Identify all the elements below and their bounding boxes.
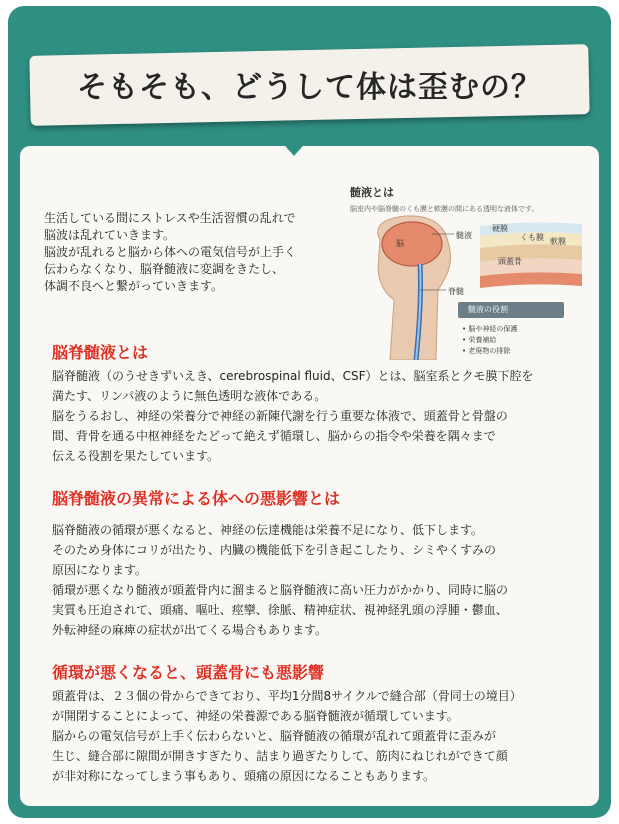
role-item: • 脳や神経の保護	[462, 325, 518, 333]
role-title: 髄液の役割	[468, 305, 508, 314]
body-line: が非対称になってしまう事もあり、頭痛の原因になることもあります。	[52, 769, 436, 783]
role-item-text: 老廃物の排除	[468, 347, 511, 355]
body-line: 脳脊髄液の循環が悪くなると、神経の伝達機能は栄養不足になり、低下します。	[52, 523, 484, 537]
speech-notch	[280, 140, 308, 156]
section-body-csf	[52, 366, 582, 466]
intro-line: 脳波が乱れると脳から体への電気信号が上手く	[44, 245, 297, 259]
brain-shape	[382, 222, 442, 266]
label-arachnoid: くも膜	[520, 233, 544, 242]
role-item-text: 栄養補給	[468, 336, 497, 344]
label-csf: 髄液	[456, 231, 472, 240]
body-line: 伝える役割を果たしています。	[52, 449, 220, 463]
body-line: そのため身体にコリが出たり、内臓の機能低下を引き起こしたり、シミやくすみの	[52, 543, 497, 557]
intro-line: 体調不良へと繋がっていきます。	[44, 279, 224, 293]
section-body-skull	[52, 686, 582, 786]
body-line: 生じ、縫合部に隙間が開きすぎたり、詰まり過ぎたりして、筋肉にねじれができて顔	[52, 749, 508, 763]
role-item: • 栄養補給	[462, 336, 497, 344]
body-line: 実質も圧迫されて、頭痛、嘔吐、痙攣、徐脈、精神症状、視神経乳頭の浮腫・鬱血、	[52, 603, 508, 617]
section-heading-csf: 脳脊髄液とは	[52, 343, 149, 362]
intro-line: 脳波は乱れていきます。	[44, 228, 176, 242]
section-body-effects	[52, 520, 582, 640]
label-brain: 脳	[396, 239, 404, 248]
label-pia: 軟膜	[550, 237, 566, 246]
intro-line: 伝わらなくなり、脳脊髄液に変調をきたし、	[44, 262, 285, 276]
label-skull: 頭蓋骨	[498, 257, 522, 266]
intro-text	[44, 210, 344, 295]
body-line: 脳をうるおし、神経の栄養分で神経の新陳代謝を行う重要な体液で、頭蓋骨と骨盤の	[52, 409, 508, 423]
page-title: そもそも、どうして体は歪むの？	[77, 70, 542, 105]
role-item-text: 脳や神経の保護	[468, 325, 518, 333]
section-heading-skull: 循環が悪くなると、頭蓋骨にも悪影響	[52, 663, 325, 682]
label-dura: 硬膜	[492, 224, 508, 233]
section-heading-effects: 脳脊髄液の異常による体への悪影響とは	[52, 489, 341, 508]
body-line: 満たす、リンパ液のように無色透明な液体である。	[52, 389, 327, 403]
membrane-layer	[480, 272, 582, 288]
body-line: 脳からの電気信号が上手く伝わらないと、脳脊髄液の循環が乱れて頭蓋骨に歪みが	[52, 729, 497, 743]
body-line: 頭蓋骨は、２３個の骨からできており、平均1分間8サイクルで縫合部（骨同士の境目）	[52, 689, 522, 703]
diagram-subtitle: 脳室内や脳脊髄のくも膜と軟膜の間にある透明な液体です。	[350, 205, 539, 213]
diagram-title: 髄液とは	[350, 186, 394, 199]
intro-line: 生活している間にストレスや生活習慣の乱れで	[44, 211, 296, 225]
body-line: 原因になります。	[52, 563, 148, 577]
body-line: 外転神経の麻痺の症状が出てくる場合もあります。	[52, 623, 328, 637]
body-line: が開閉することによって、神経の栄養源である脳脊髄液が循環しています。	[52, 709, 459, 723]
csf-diagram	[350, 180, 590, 360]
body-line: 間、背骨を通る中枢神経をたどって絶えず循環し、脳からの指令や栄養を隅々まで	[52, 429, 496, 443]
body-line: 脳脊髄液（のうせきずいえき、cerebrospinal fluid、CSF）とは、脳室系とクモ膜下腔を	[52, 369, 534, 383]
role-item: • 老廃物の排除	[462, 347, 511, 355]
label-spinal-cord: 脊髄	[448, 287, 464, 296]
body-line: 循環が悪くなり髄液が頭蓋骨内に溜まると脳脊髄液に高い圧力がかかり、同時に脳の	[52, 583, 509, 597]
